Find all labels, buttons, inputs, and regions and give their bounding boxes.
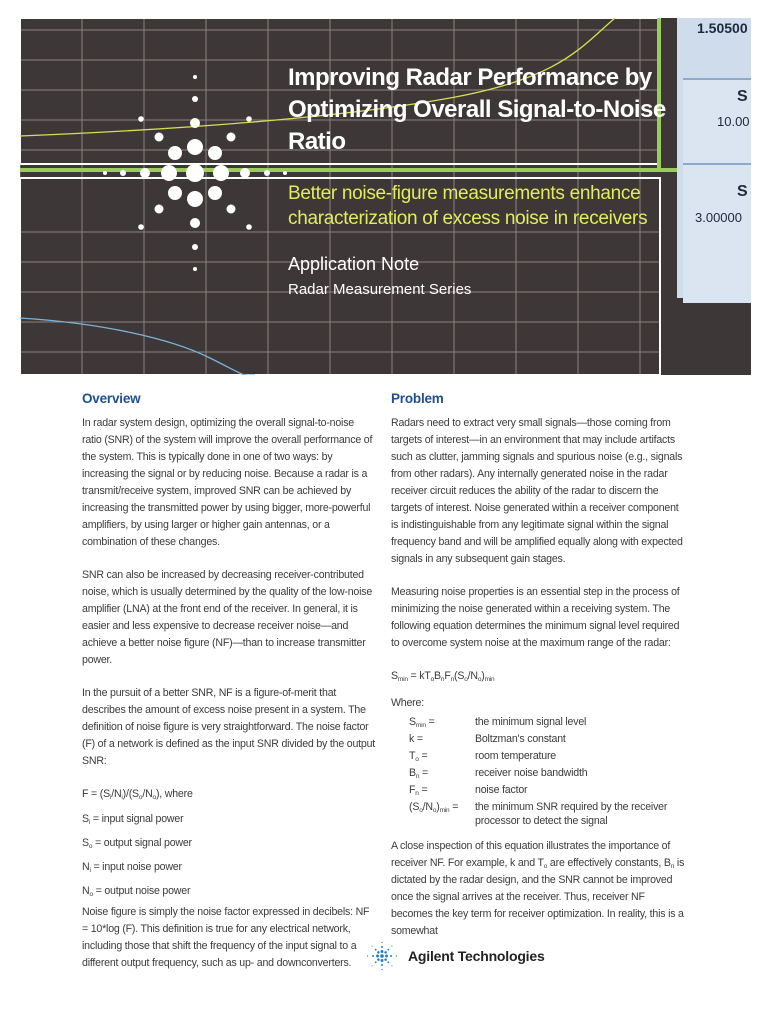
problem-paragraph-2: Measuring noise properties is an essential step in the process of minimizing the noise generated within a receiving system. The following equation determines the minimum signal level required to overcome system noise at the maximum range of the radar: (391, 586, 680, 649)
def-fn: $F_n$ = noise factor (409, 784, 528, 797)
problem-heading: Problem (391, 391, 444, 406)
cover-banner (20, 18, 751, 375)
def-so: $S_o$ = output signal power (82, 837, 192, 850)
overview-paragraph-2: SNR can also be increased by decreasing receiver-contributed noise, which is usually determined by the quality of the low-noise amplifier (LNA) at the front end of the receiver. In general, it is easier and less expensive to decrease receiver noise—and achieve a better noise figure (NF)—than to increase transmitter power. (82, 569, 373, 666)
where-label: Where: (391, 697, 424, 709)
def-smin: $S_{min}$ = the minimum signal level (409, 716, 587, 729)
agilent-spark-icon (100, 58, 290, 288)
readout-1: 1.50500 (697, 20, 748, 36)
noise-factor-equation: $F = (S_i/N_i)/(S_o/N_o)$, where (82, 788, 193, 801)
document-title: Improving Radar Performance by Optimizing Overall Signal-to-Noise Ratio (288, 64, 666, 155)
instrument-softkey-panel (677, 18, 751, 298)
problem-column (391, 390, 685, 956)
overview-heading: Overview (82, 391, 141, 406)
overview-paragraph-4: Noise figure is simply the noise factor expressed in decibels: NF = 10*log (F). This definition is true for any electrical network, including those that shift the frequency of the input signal to a different output frequency, such as up- and downconverters. (82, 906, 370, 969)
def-si: $S_i$ = input signal power (82, 813, 184, 826)
def-to: $T_o$ = room temperature (409, 750, 556, 763)
agilent-spark-logo-icon (363, 938, 401, 974)
overview-column (82, 390, 376, 988)
readout-3: 10.00 (717, 114, 750, 129)
def-bn: $B_n$ = receiver noise bandwidth (409, 767, 588, 780)
def-snr-min: $(S_o/N_o)_{min}$ = the minimum SNR required by the receiver processor to detect the signal (409, 801, 668, 827)
document-subtitle: Better noise-figure measurements enhance characterization of excess noise in receivers (288, 183, 648, 229)
problem-paragraph-1: Radars need to extract very small signals—those coming from targets of interest—in an environment that may include artifacts such as clutter, jamming signals and spurious noise (e.g., signals from other radars). Any internally generated noise in the radar receiver circuit reduces the ability of the radar to discern the targets of interest. Noise generated within a receiver component is indistinguishable from any legitimate signal within the signal frequency band and will be amplified equally along with expected signals in any subsequent gain stages. (391, 417, 683, 565)
def-ni: $N_i$ = input noise power (82, 861, 182, 874)
blue-measurement-trace (20, 318, 255, 375)
equation-definitions (391, 714, 685, 828)
document-type: Application Note (288, 254, 420, 274)
problem-paragraph-3: A close inspection of this equation illustrates the importance of receiver NF. For example, k and $T_o$ are effectively constants, $B_n$ is dictated by the radar design, and the SNR cannot be improved once the signal arrives at the receiver. Thus, receiver NF becomes the key term for receiver optimization. In reality, this is a somewhat (391, 840, 685, 937)
brand-name: Agilent Technologies (408, 948, 545, 964)
readout-2: S (737, 88, 748, 105)
readout-5: 3.00000 (695, 210, 742, 225)
overview-paragraph-1: In radar system design, optimizing the overall signal-to-noise ratio (SNR) of the system will improve the overall performance of the system. This is typically done in one of two ways: by increasing the signal or by reducing noise. Because a radar is a transmit/receive system, improved SNR can be achieved by increasing the transmitted power by using bigger, more-powerful amplifiers, by using larger or higher gain antennas, or a combination of these changes. (82, 417, 373, 548)
overview-paragraph-3: In the pursuit of a better SNR, NF is a figure-of-merit that describes the amount of excess noise present in a system. The definition of noise figure is very straightforward. The noise factor (F) of a network is defined as the input SNR divided by the output SNR: (82, 687, 376, 767)
def-k: k = Boltzman's constant (409, 733, 566, 745)
def-no: $N_o$ = output noise power (82, 885, 191, 898)
footer-logo (363, 938, 545, 974)
equation-where: , where (159, 788, 193, 800)
document-series: Radar Measurement Series (288, 281, 472, 298)
smin-equation: $S_{min} = kT_oB_nF_n(S_o/N_o)_{min}$ (391, 670, 495, 683)
readout-4: S (737, 183, 748, 200)
